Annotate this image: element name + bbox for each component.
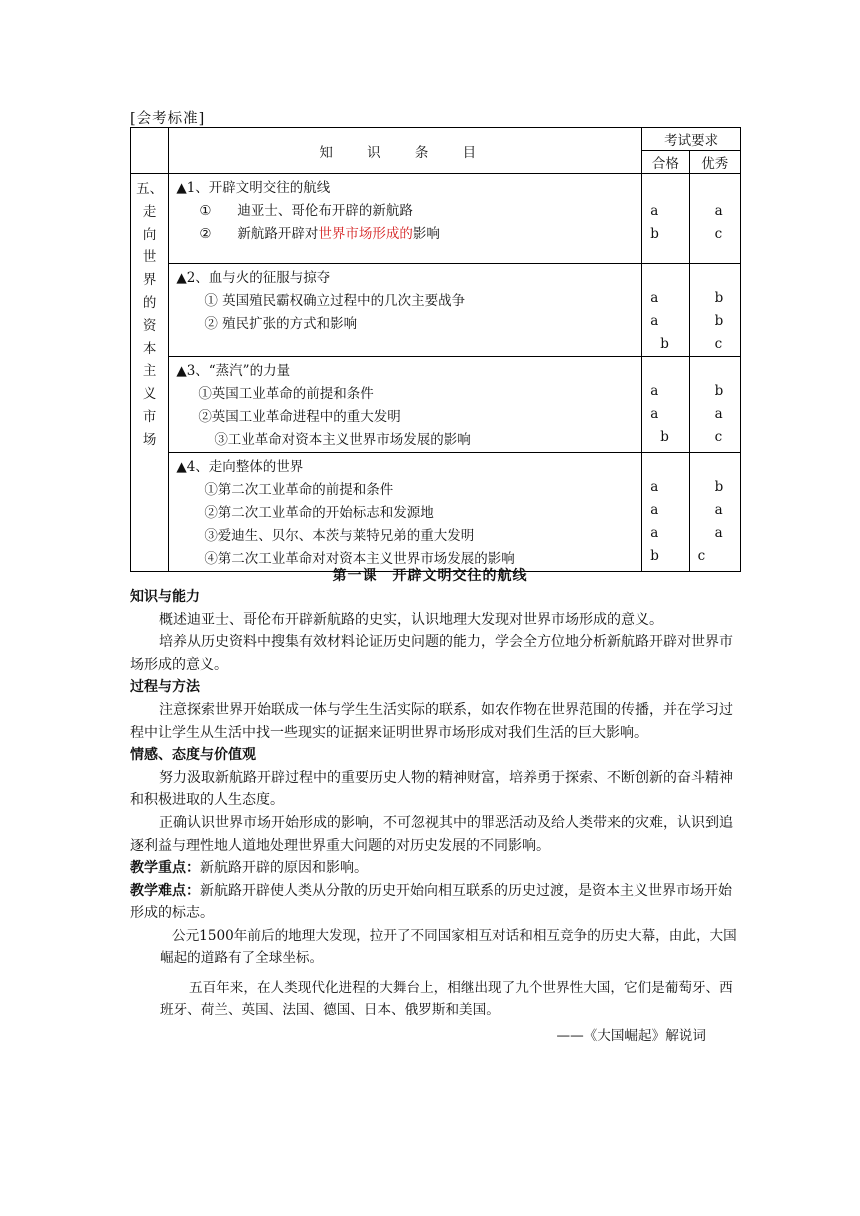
chapter-char: 场 <box>142 431 157 448</box>
chapter-char: 市 <box>142 408 157 425</box>
grade-pass: a <box>650 313 659 329</box>
header-pass: 合格 <box>642 151 689 174</box>
exam-standard-table <box>130 127 741 572</box>
chapter-char: 走 <box>142 203 157 220</box>
item-prefix: ② <box>199 226 212 242</box>
item-text-highlight: 世界市场形成的 <box>318 226 413 242</box>
teaching-difficulty <box>130 880 742 925</box>
grade-excellent: c <box>714 429 723 445</box>
grade-excellent: a <box>714 203 723 219</box>
grade-excellent: b <box>714 313 724 329</box>
quote-source: ——《大国崛起》解说词 <box>556 1027 706 1044</box>
section-item: ①英国工业革命的前提和条件 <box>198 386 374 402</box>
lesson-objectives <box>130 586 742 1047</box>
teaching-key-point <box>130 857 742 880</box>
section-item: ②英国工业革命进程中的重大发明 <box>198 409 401 425</box>
header-knowledge: 知 识 条 目 <box>169 128 642 174</box>
item-prefix: ① <box>199 203 212 219</box>
section-title: ▲1、开辟文明交往的航线 <box>176 180 331 196</box>
section-item: ①第二次工业革命的前提和条件 <box>204 482 394 498</box>
header-blank-cell <box>131 128 169 174</box>
grade-pass: a <box>650 290 659 306</box>
section-2-excellent-cell <box>689 264 740 357</box>
section-1-excellent-cell <box>689 174 740 264</box>
quote-paragraph: 五百年来，在人类现代化进程的大舞台上，相继出现了九个世界性大国，它们是葡萄牙、西班牙、荷兰、英国、法国、德国、日本、俄罗斯和美国。 <box>160 979 733 1018</box>
chapter-char: 向 <box>142 226 157 243</box>
section-item: ③爱迪生、贝尔、本茨与莱特兄弟的重大发明 <box>204 528 475 544</box>
section-1-cell <box>169 174 642 264</box>
section-title: ▲4、走向整体的世界 <box>176 459 304 475</box>
section-item: ③工业革命对资本主义世界市场发展的影响 <box>214 432 471 448</box>
section-3-excellent-cell <box>689 357 740 453</box>
section-item <box>169 200 641 223</box>
quote-block <box>130 925 742 1047</box>
lesson-title: 第一课 开辟文明交往的航线 <box>332 568 528 584</box>
chapter-char: 界 <box>142 272 157 289</box>
grade-excellent: a <box>714 502 723 518</box>
chapter-char: 本 <box>142 340 157 357</box>
grade-excellent: b <box>714 383 724 399</box>
section-item: ① 英国殖民霸权确立过程中的几次主要战争 <box>204 293 466 309</box>
grade-excellent: c <box>714 226 723 242</box>
grade-pass: b <box>660 336 669 352</box>
section-2-pass-cell <box>642 264 689 357</box>
grade-pass: a <box>650 502 659 518</box>
header-requirement: 考试要求 <box>642 128 741 151</box>
item-text: 新航路开辟对 <box>237 226 319 242</box>
chapter-label <box>131 174 169 572</box>
section-item: ② 殖民扩张的方式和影响 <box>204 316 358 332</box>
grade-pass: a <box>650 406 659 422</box>
grade-excellent: a <box>714 406 723 422</box>
header-excellent: 优秀 <box>689 151 740 174</box>
chapter-char: 资 <box>142 317 157 334</box>
emotion-paragraph: 正确认识世界市场开始形成的影响，不可忽视其中的罪恶活动及给人类带来的灾难，认识到追逐利益与理性地人道地处理世界重大问题的对历史发展的不同影响。 <box>130 814 733 854</box>
key-text: 新航路开辟的原因和影响。 <box>200 860 368 877</box>
difficulty-label: 教学难点： <box>130 882 200 899</box>
grade-pass: b <box>650 548 659 564</box>
grade-pass: a <box>650 203 659 219</box>
quote-paragraph: 公元1500年前后的地理大发现，拉开了不同国家相互对话和相互竞争的历史大幕，由此，大国崛起的道路有了全球坐标。 <box>160 927 737 966</box>
knowledge-heading: 知识与能力 <box>130 589 200 605</box>
section-title: ▲3、“蒸汽”的力量 <box>176 363 291 379</box>
grade-excellent: c <box>714 336 723 352</box>
grade-pass: a <box>650 383 659 399</box>
section-1-pass-cell <box>642 174 689 264</box>
grade-pass: a <box>650 479 659 495</box>
grade-excellent: b <box>714 479 724 495</box>
grade-excellent: b <box>714 290 724 306</box>
difficulty-text: 新航路开辟使人类从分散的历史开始向相互联系的历史过渡，是资本主义世界市场开始形成的标志。 <box>130 882 732 922</box>
knowledge-paragraph: 培养从历史资料中搜集有效材料论证历史问题的能力，学会全方位地分析新航路开辟对世界市场形成的意义。 <box>130 634 733 673</box>
section-2-cell <box>169 264 642 357</box>
section-item: ④第二次工业革命对对资本主义世界市场发展的影响 <box>204 551 515 567</box>
standard-title: [会考标准] <box>130 111 206 127</box>
chapter-char: 主 <box>142 363 157 380</box>
section-title: ▲2、血与火的征服与掠夺 <box>176 270 331 286</box>
section-3-cell <box>169 357 642 453</box>
grade-pass: b <box>660 429 669 445</box>
knowledge-paragraph: 概述迪亚士、哥伦布开辟新航路的史实，认识地理大发现对世界市场形成的意义。 <box>159 611 663 628</box>
chapter-char: 的 <box>142 294 157 311</box>
grade-excellent: a <box>714 525 723 541</box>
emotion-paragraph: 努力汲取新航路开辟过程中的重要历史人物的精神财富，培养勇于探索、不断创新的奋斗精神和积极进取的人生态度。 <box>130 769 733 809</box>
chapter-char: 世 <box>142 249 157 266</box>
section-4-pass-cell <box>642 453 689 572</box>
grade-pass: a <box>650 525 659 541</box>
emotion-heading: 情感、态度与价值观 <box>130 747 256 764</box>
item-text: 影响 <box>412 226 440 242</box>
section-item <box>169 223 641 246</box>
section-3-pass-cell <box>642 357 689 453</box>
chapter-char: 五、 <box>136 181 164 197</box>
section-item: ②第二次工业革命的开始标志和发源地 <box>204 505 434 521</box>
section-4-excellent-cell <box>689 453 740 572</box>
grade-excellent: c <box>697 548 706 564</box>
process-heading: 过程与方法 <box>130 679 200 696</box>
grade-pass: b <box>650 226 659 242</box>
process-paragraph: 注意探索世界开始联成一体与学生生活实际的联系，如农作物在世界范围的传播，并在学习过程中让学生从生活中找一些现实的证据来证明世界市场形成对我们生活的巨大影响。 <box>130 701 733 741</box>
item-text: 迪亚士、哥伦布开辟的新航路 <box>237 203 413 219</box>
key-label: 教学重点： <box>130 860 200 877</box>
chapter-char: 义 <box>142 386 157 403</box>
section-4-cell <box>169 453 642 572</box>
